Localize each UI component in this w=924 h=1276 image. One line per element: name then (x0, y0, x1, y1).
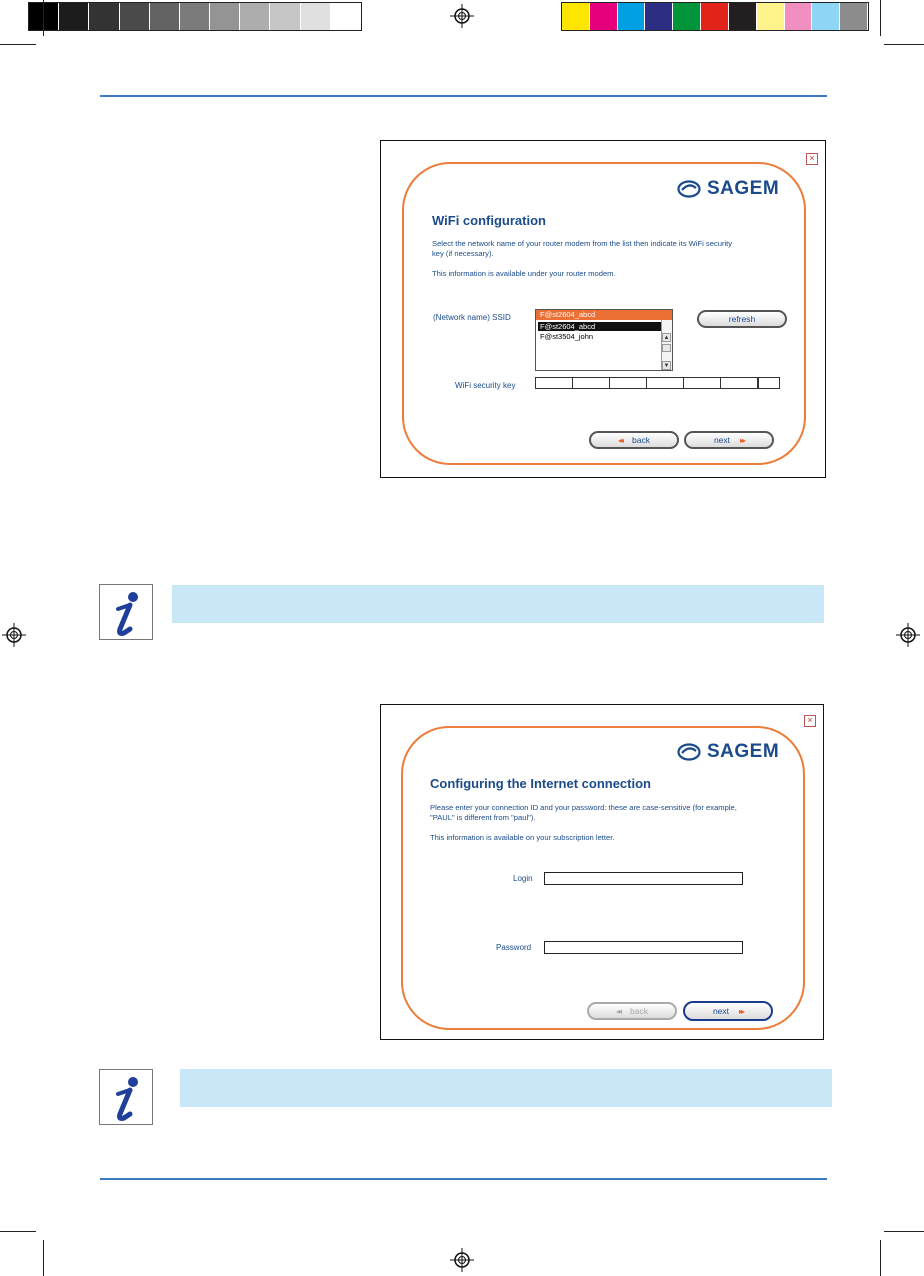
calibration-swatch (729, 3, 756, 30)
info-icon (99, 1069, 153, 1125)
sagem-logo (677, 178, 779, 200)
sagem-logo (677, 741, 779, 763)
login-label: Login (513, 874, 533, 883)
calibration-swatch (331, 3, 360, 30)
ssid-listbox[interactable] (535, 309, 673, 371)
ssid-scrollbar[interactable] (661, 320, 672, 370)
key-segment (573, 378, 610, 388)
wifi-security-key-field[interactable] (535, 377, 780, 389)
ssid-option[interactable]: F@st2604_abcd (538, 322, 662, 331)
calibration-swatch (270, 3, 299, 30)
info-text: This information is available on your subscription letter. (430, 833, 615, 842)
calibration-swatch (59, 3, 88, 30)
refresh-button[interactable] (697, 310, 787, 328)
instruction-line-1: Please enter your connection ID and your password: these are case-sensitive (for example, (430, 803, 737, 812)
calibration-swatch (150, 3, 179, 30)
internet-connection-window (380, 704, 824, 1040)
close-icon[interactable]: × (806, 153, 818, 165)
logo-text: SAGEM (707, 178, 780, 199)
key-segment (536, 378, 573, 388)
key-segment (647, 378, 684, 388)
calibration-swatch (812, 3, 839, 30)
info-glyph (100, 1070, 152, 1124)
calibration-swatch (618, 3, 645, 30)
login-field[interactable] (544, 872, 743, 885)
calibration-swatch (757, 3, 784, 30)
crop-mark (880, 0, 881, 36)
next-button[interactable] (683, 1001, 773, 1021)
key-segment (684, 378, 721, 388)
sagem-logo-icon (677, 743, 701, 761)
back-arrow-icon: ◂◂ (618, 435, 623, 445)
scroll-thumb[interactable] (662, 344, 671, 352)
dialog-title: WiFi configuration (432, 213, 546, 228)
crop-mark (0, 44, 36, 45)
calibration-swatch (210, 3, 239, 30)
calibration-swatch (180, 3, 209, 30)
key-segment (610, 378, 647, 388)
back-button-label: back (630, 1006, 648, 1016)
calibration-swatch (590, 3, 617, 30)
ssid-option[interactable]: F@st3504_john (540, 332, 594, 341)
password-label: Password (496, 943, 532, 952)
next-button-label: next (712, 1006, 730, 1016)
back-button[interactable] (587, 1002, 677, 1020)
calibration-swatch (673, 3, 700, 30)
instruction-line-2: "PAUL" is different from "paul"). (430, 813, 536, 822)
crop-mark (884, 1231, 924, 1232)
back-arrow-icon: ◂◂ (616, 1006, 621, 1016)
key-segment (758, 378, 759, 388)
dialog-title: Configuring the Internet connection (430, 776, 651, 791)
info-note-bar (180, 1069, 832, 1107)
calibration-swatch (301, 3, 330, 30)
calibration-swatch (89, 3, 118, 30)
crop-mark (884, 44, 924, 45)
registration-mark-icon (896, 623, 920, 647)
wifi-configuration-window (380, 140, 826, 478)
calibration-swatch (785, 3, 812, 30)
info-icon (99, 584, 153, 640)
ssid-label: (Network name) SSID (433, 313, 511, 322)
logo-text: SAGEM (707, 741, 780, 762)
refresh-button-label: refresh (728, 314, 756, 324)
next-button[interactable] (684, 431, 774, 449)
instruction-line-1: Select the network name of your router modem from the list then indicate its WiFi security (432, 239, 733, 248)
crop-mark (43, 1240, 44, 1276)
info-note-bar (172, 585, 824, 623)
ssid-selected-value[interactable]: F@st2604_abcd (536, 310, 672, 320)
registration-mark-icon (450, 4, 474, 28)
close-icon[interactable]: × (804, 715, 816, 727)
instruction-line-2: key (if necessary). (432, 249, 494, 258)
info-glyph (100, 585, 152, 639)
key-segment (721, 378, 758, 388)
registration-mark-icon (450, 1248, 474, 1272)
footer-rule (100, 1178, 827, 1180)
next-arrow-icon: ▸▸ (739, 1006, 744, 1016)
registration-mark-icon (2, 623, 26, 647)
calibration-swatch (240, 3, 269, 30)
calibration-swatch (701, 3, 728, 30)
calibration-swatch (840, 3, 867, 30)
grayscale-calibration-strip (28, 2, 362, 31)
sagem-logo-icon (677, 180, 701, 198)
back-button-label: back (632, 435, 650, 445)
scroll-down-icon[interactable]: ▼ (663, 363, 670, 369)
calibration-swatch (120, 3, 149, 30)
scroll-up-icon[interactable]: ▲ (663, 335, 670, 341)
calibration-swatch (562, 3, 589, 30)
next-arrow-icon: ▸▸ (740, 435, 745, 445)
back-button[interactable] (589, 431, 679, 449)
crop-mark (880, 1240, 881, 1276)
crop-mark (43, 0, 44, 36)
password-field[interactable] (544, 941, 743, 954)
next-button-label: next (713, 435, 731, 445)
calibration-swatch (645, 3, 672, 30)
crop-mark (0, 1231, 36, 1232)
info-text: This information is available under your router modem. (432, 269, 616, 278)
wifi-key-label: WiFi security key (455, 381, 516, 390)
color-calibration-strip (561, 2, 869, 31)
header-rule (100, 95, 827, 97)
